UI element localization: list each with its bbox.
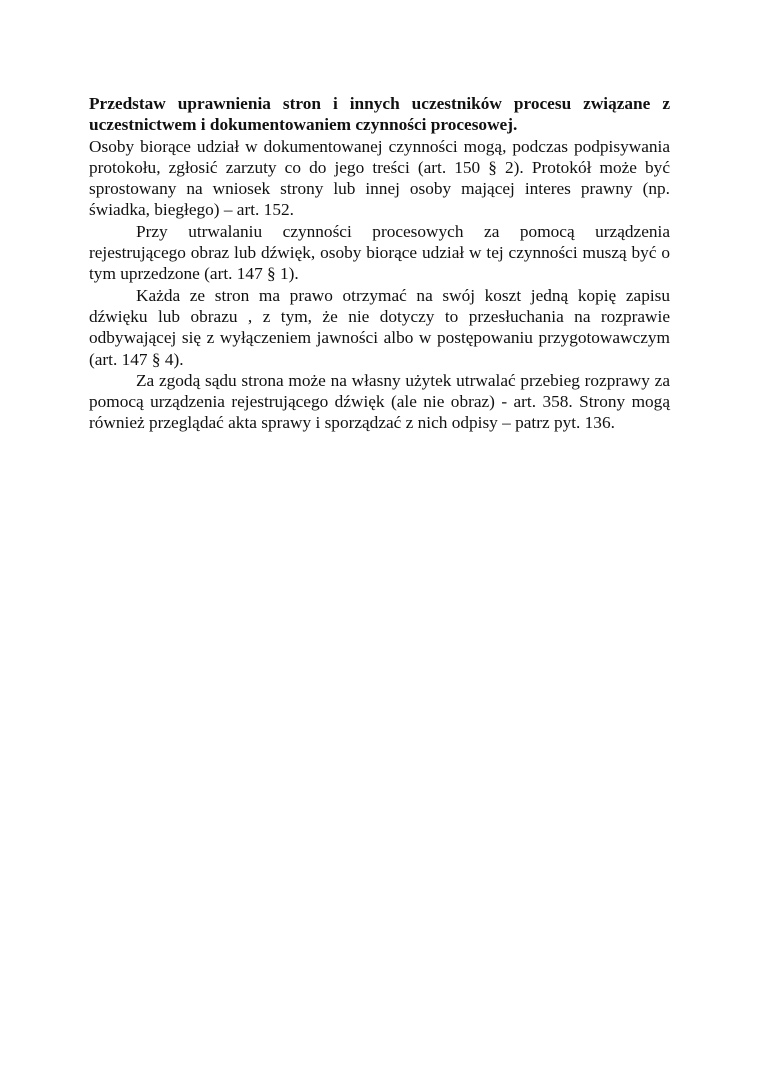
paragraph-3: Każda ze stron ma prawo otrzymać na swój koszt jedną kopię zapisu dźwięku lub obrazu , z tym, że nie dotyczy to przesłuchania na rozprawie odbywającej się z wyłączeniem jawności albo w postępowaniu przygotowawczym (art. 147 § 4). xyxy=(89,285,670,369)
paragraph-1: Osoby biorące udział w dokumentowanej czynności mogą, podczas podpisywania protokołu, zgłosić zarzuty co do jego treści (art. 150 § 2). Protokół może być sprostowany na wniosek strony lub innej osoby mającej interes prawny (np. świadka, biegłego) – art. 152. xyxy=(89,136,670,220)
paragraph-2: Przy utrwalaniu czynności procesowych za pomocą urządzenia rejestrującego obraz lub dźwięk, osoby biorące udział w tej czynności muszą być o tym uprzedzone (art. 147 § 1). xyxy=(89,221,670,284)
question-title: Przedstaw uprawnienia stron i innych uczestników procesu związane z uczestnictwem i dokumentowaniem czynności procesowej. xyxy=(89,94,670,135)
document-body xyxy=(89,93,670,434)
paragraph-4: Za zgodą sądu strona może na własny użytek utrwalać przebieg rozprawy za pomocą urządzenia rejestrującego dźwięk (ale nie obraz) - art. 358. Strony mogą również przeglądać akta sprawy i sporządzać z nich odpisy – patrz pyt. 136. xyxy=(89,370,670,433)
